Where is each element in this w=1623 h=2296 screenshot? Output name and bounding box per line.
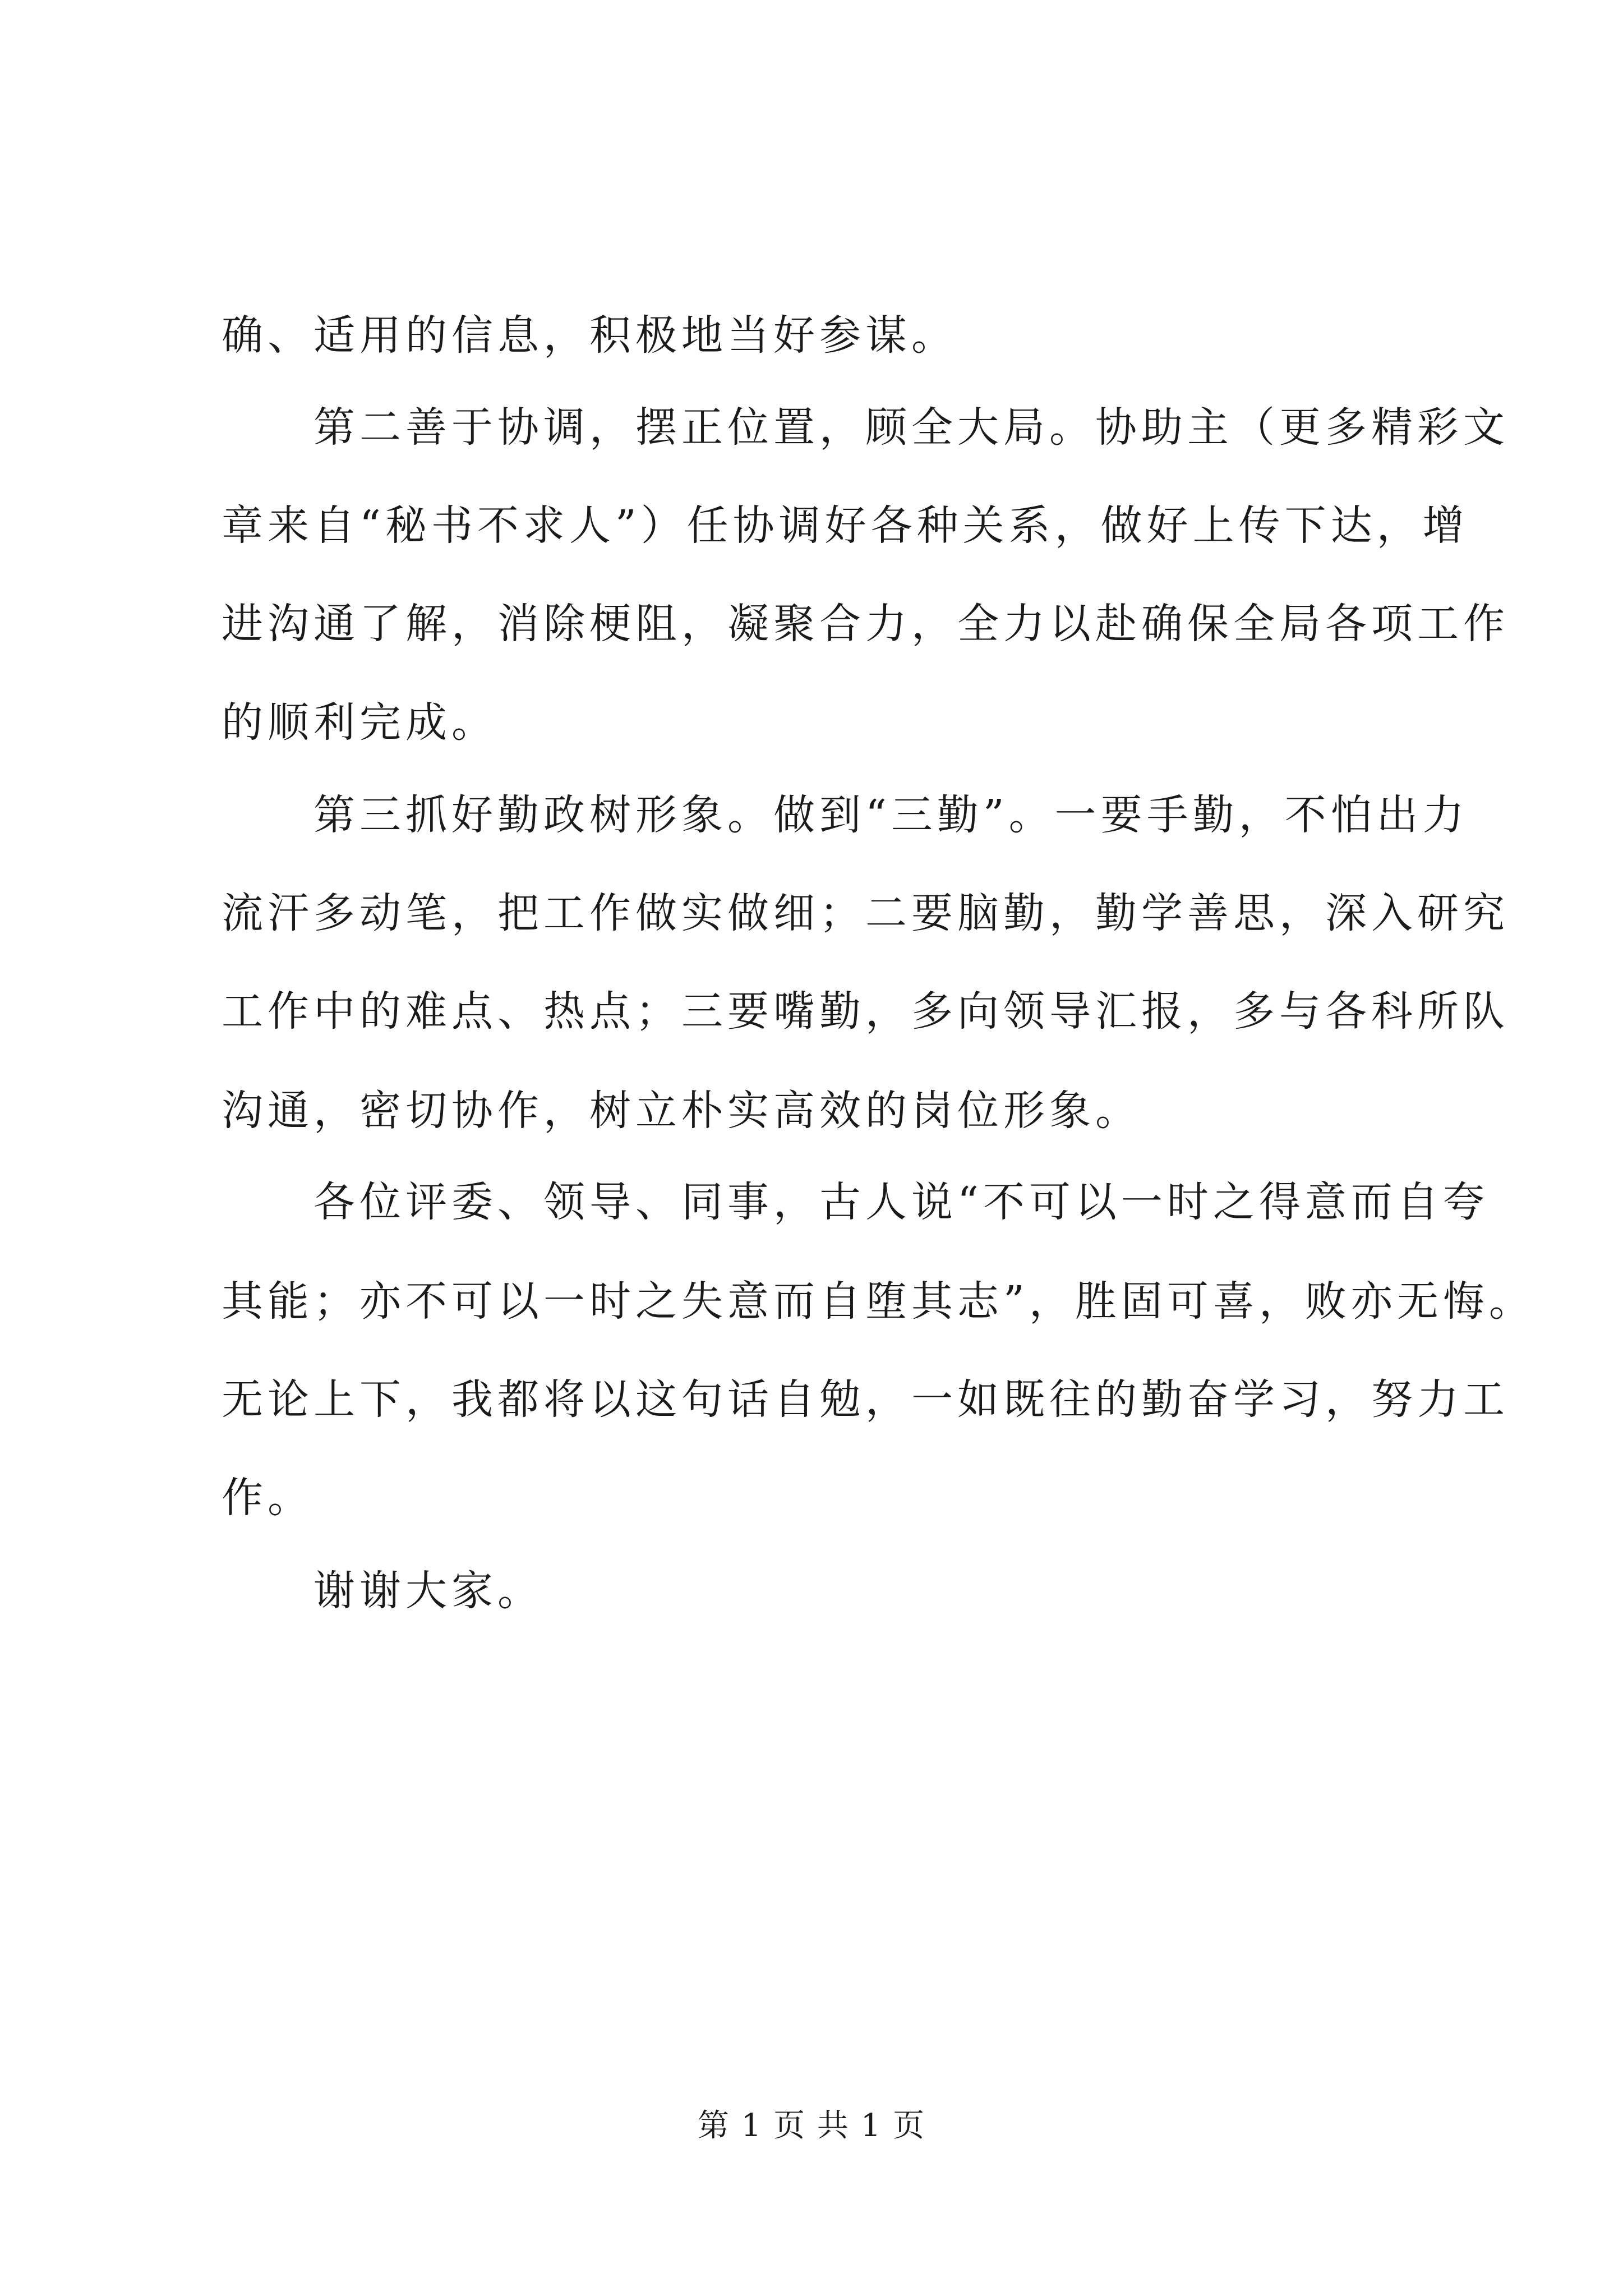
text-line: 第二善于协调，摆正位置，顾全大局。协助主（更多精彩文	[222, 403, 1509, 452]
text-line: 流汗多动笔，把工作做实做细；二要脑勤，勤学善思，深入研究	[222, 889, 1509, 937]
text-line: 沟通，密切协作，树立朴实高效的岗位形象。	[222, 1087, 1141, 1135]
text-line: 谢谢大家。	[222, 1567, 543, 1615]
text-line: 各位评委、领导、同事，古人说“不可以一时之得意而自夸	[222, 1178, 1489, 1226]
text-line: 章来自“秘书不求人”）任协调好各种关系，做好上传下达，增	[222, 501, 1469, 550]
text-line: 的顺利完成。	[222, 698, 497, 747]
text-line: 工作中的难点、热点；三要嘴勤，多向领导汇报，多与各科所队	[222, 987, 1509, 1036]
text-line: 进沟通了解，消除梗阻，凝聚合力，全力以赴确保全局各项工作	[222, 600, 1509, 648]
text-line: 第三抓好勤政树形象。做到“三勤”。一要手勤，不怕出力	[222, 791, 1469, 839]
text-line: 无论上下，我都将以这句话自勉，一如既往的勤奋学习，努力工	[222, 1375, 1509, 1424]
page-number-footer: 第 1 页 共 1 页	[697, 2108, 926, 2144]
text-line: 其能；亦不可以一时之失意而自堕其志”，胜固可喜，败亦无悔。	[222, 1277, 1535, 1326]
text-line: 确、适用的信息，积极地当好参谋。	[222, 311, 957, 360]
text-line: 作。	[222, 1474, 313, 1522]
